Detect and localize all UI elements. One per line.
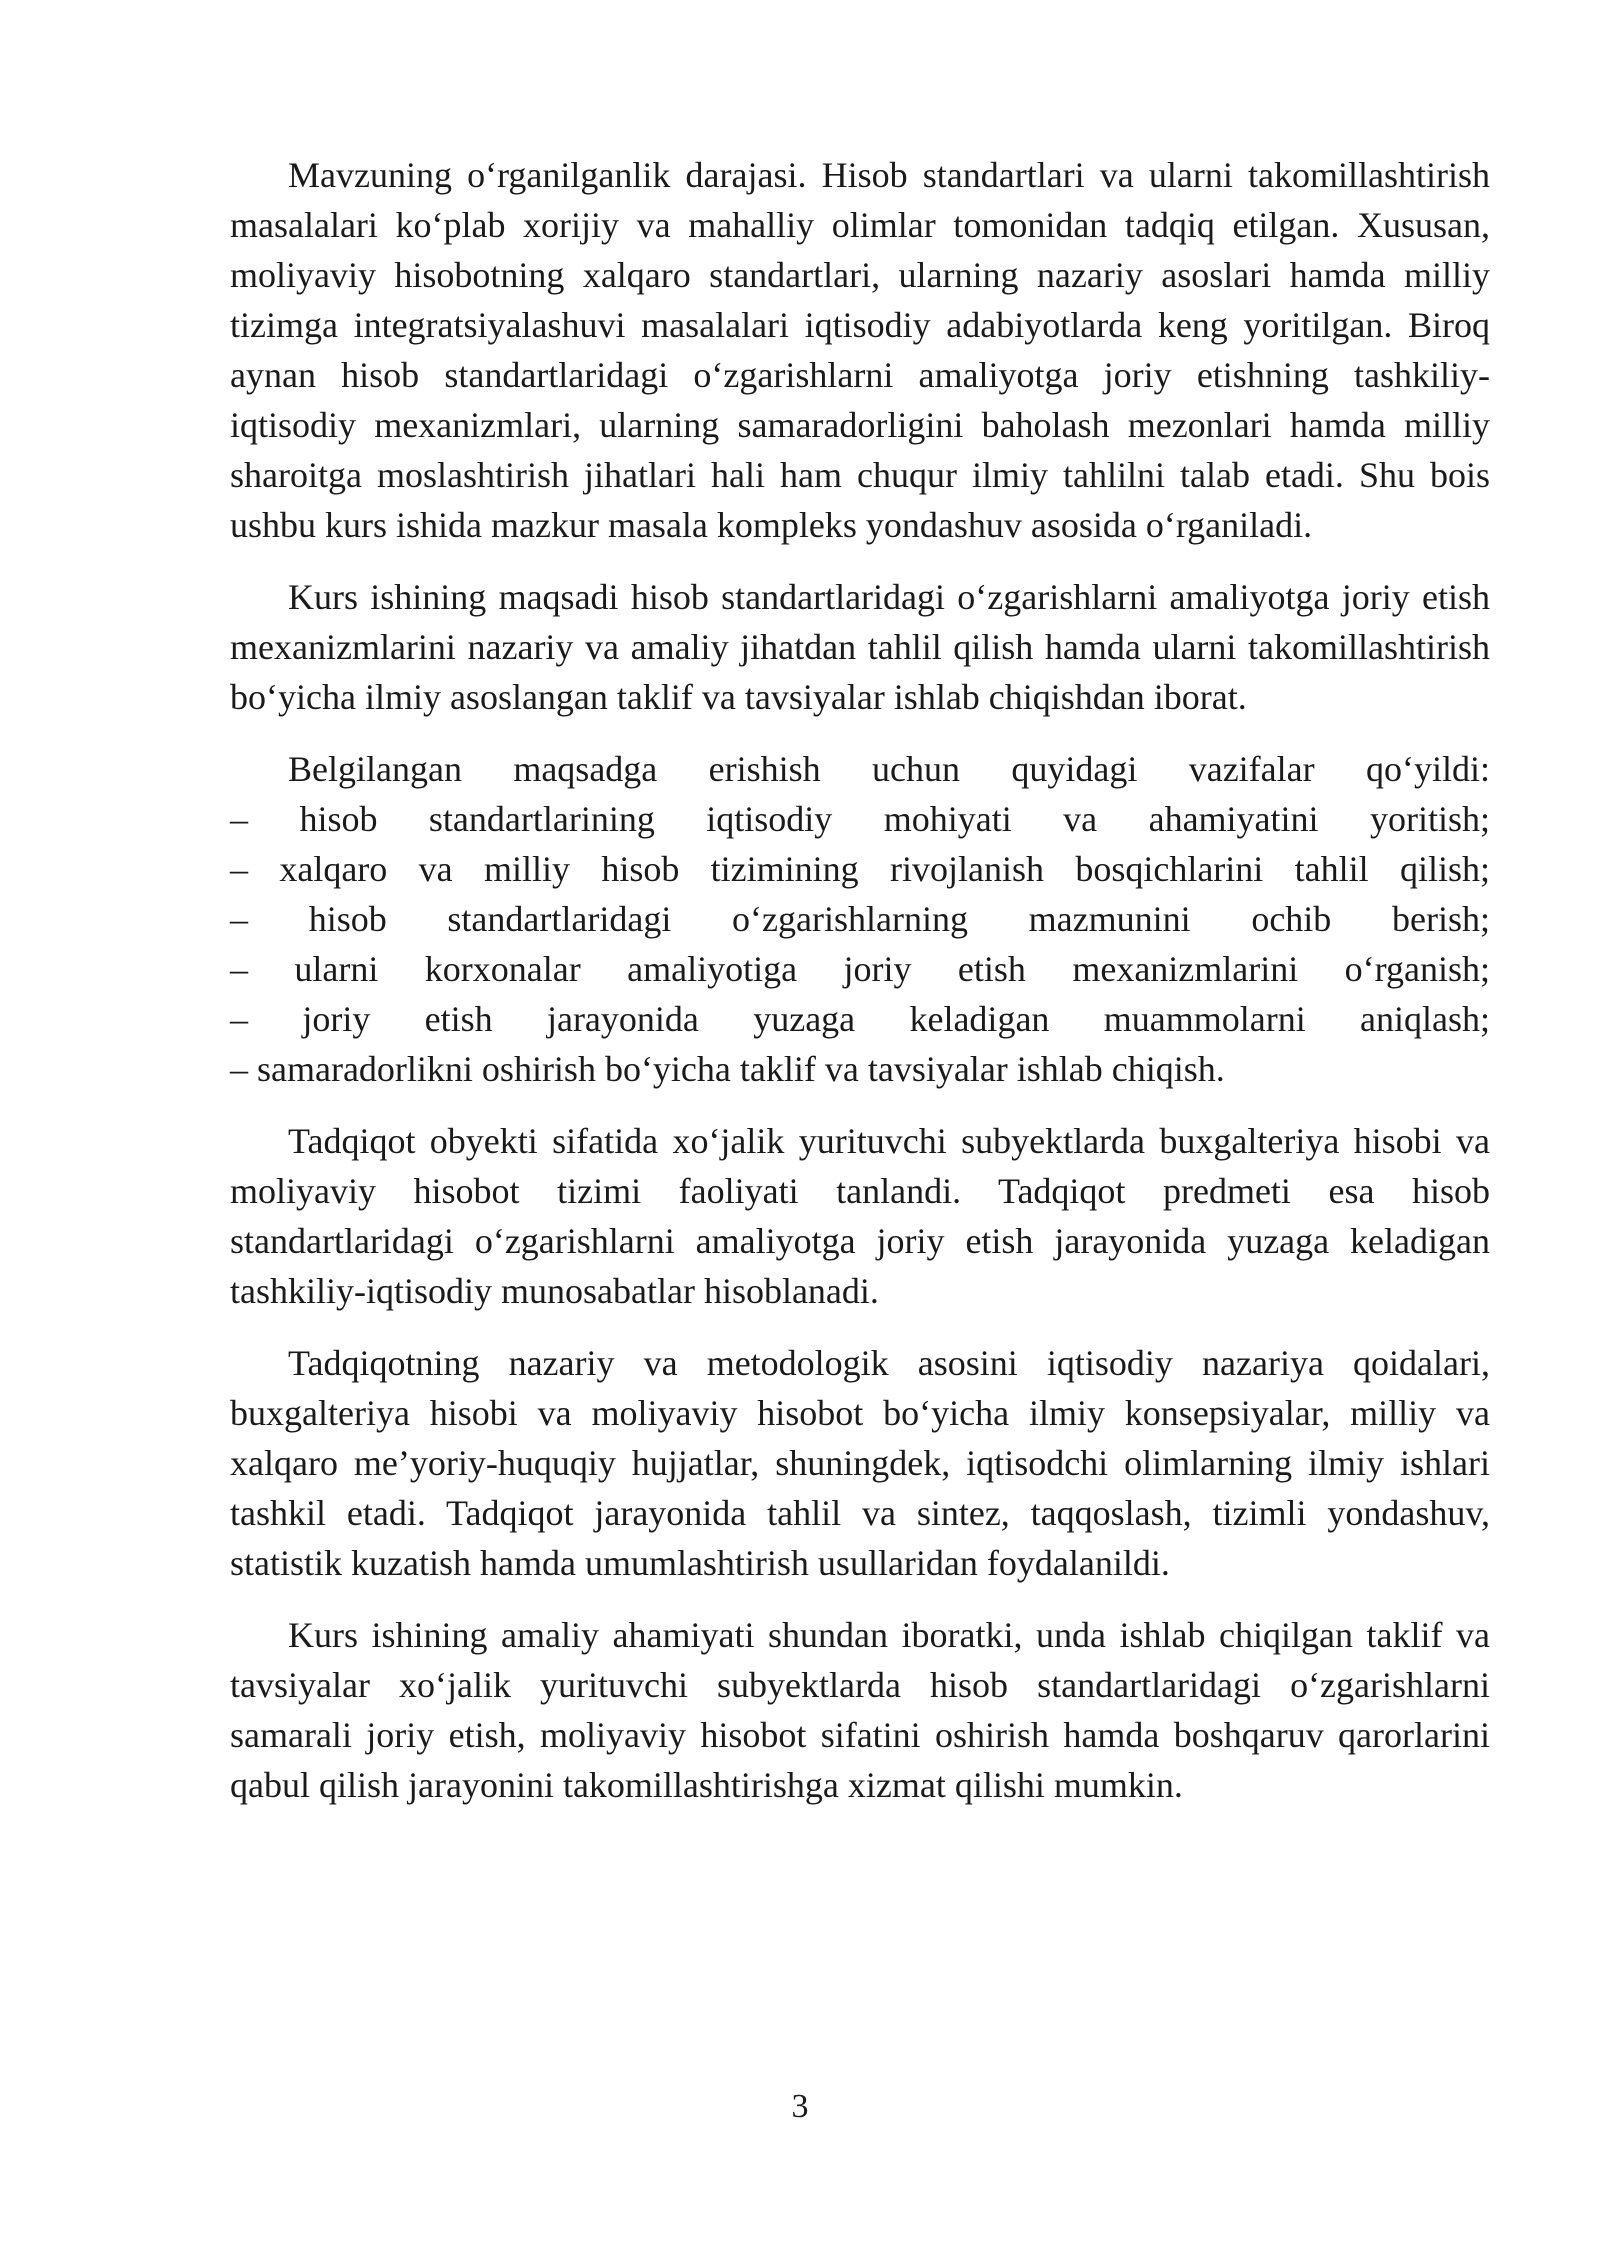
- paragraph-practical-value: Kurs ishining amaliy ahamiyati shundan iboratki, unda ishlab chiqilgan taklif va tavsiyalar xo‘jalik yurituvchi subyektlarda hisob standartlaridagi o‘zgarishlarni samarali joriy etish, moliyaviy hisobot sifatini oshirish hamda boshqaruv qarorlarini qabul qilish jarayonini takomillashtirishga xizmat qilishi mumkin.: [230, 1615, 1490, 1805]
- tasks-list: [230, 744, 1490, 1094]
- paragraph-purpose: Kurs ishining maqsadi hisob standartlaridagi o‘zgarishlarni amaliyotga joriy etish mexanizmlarini nazariy va amaliy jihatdan tahlil qilish hamda ularni takomillashtirish bo‘yicha ilmiy asoslangan taklif va tavsiyalar ishlab chiqishdan iborat.: [230, 577, 1490, 717]
- paragraph-study-level: Mavzuning o‘rganilganlik darajasi. Hisob standartlari va ularni takomillashtirish masalalari ko‘plab xorijiy va mahalliy olimlar tomonidan tadqiq etilgan. Xususan, moliyaviy hisobotning xalqaro standartlari, ularning nazariy asoslari hamda milliy tizimga integratsiyalashuvi masalalari iqtisodiy adabiyotlarda keng yoritilgan. Biroq aynan hisob standartlaridagi o‘zgarishlarni amaliyotga joriy etishning tashkiliy-iqtisodiy mexanizmlari, ularning samaradorligini baholash mezonlari hamda milliy sharoitga moslashtirish jihatlari hali ham chuqur ilmiy tahlilni talab etadi. Shu bois ushbu kurs ishida mazkur masala kompleks yondashuv asosida o‘rganiladi.: [230, 155, 1490, 545]
- page-number: 3: [791, 2088, 809, 2125]
- page-body: [230, 150, 1490, 1832]
- task-item: – hisob standartlaridagi o‘zgarishlarning mazmunini ochib berish;: [230, 899, 1490, 939]
- task-item: – ularni korxonalar amaliyotiga joriy etish mexanizmlarini o‘rganish;: [230, 949, 1490, 989]
- task-item: – xalqaro va milliy hisob tizimining rivojlanish bosqichlarini tahlil qilish;: [230, 849, 1490, 889]
- task-item: – hisob standartlarining iqtisodiy mohiyati va ahamiyatini yoritish;: [230, 799, 1490, 839]
- paragraph-methodology: Tadqiqotning nazariy va metodologik asosini iqtisodiy nazariya qoidalari, buxgalteriya hisobi va moliyaviy hisobot bo‘yicha ilmiy konsepsiyalar, milliy va xalqaro me’yoriy-huquqiy hujjatlar, shuningdek, iqtisodchi olimlarning ilmiy ishlari tashkil etadi. Tadqiqot jarayonida tahlil va sintez, taqqoslash, tizimli yondashuv, statistik kuzatish hamda umumlashtirish usullaridan foydalanildi.: [230, 1343, 1490, 1583]
- tasks-intro: Belgilangan maqsadga erishish uchun quyidagi vazifalar qo‘yildi:: [288, 749, 1490, 789]
- task-item: – joriy etish jarayonida yuzaga keladigan muammolarni aniqlash;: [230, 999, 1490, 1039]
- task-item: – samaradorlikni oshirish bo‘yicha taklif va tavsiyalar ishlab chiqish.: [230, 1049, 1225, 1089]
- paragraph-object-subject: Tadqiqot obyekti sifatida xo‘jalik yurituvchi subyektlarda buxgalteriya hisobi va moliyaviy hisobot tizimi faoliyati tanlandi. Tadqiqot predmeti esa hisob standartlaridagi o‘zgarishlarni amaliyotga joriy etish jarayonida yuzaga keladigan tashkiliy-iqtisodiy munosabatlar hisoblanadi.: [230, 1121, 1490, 1311]
